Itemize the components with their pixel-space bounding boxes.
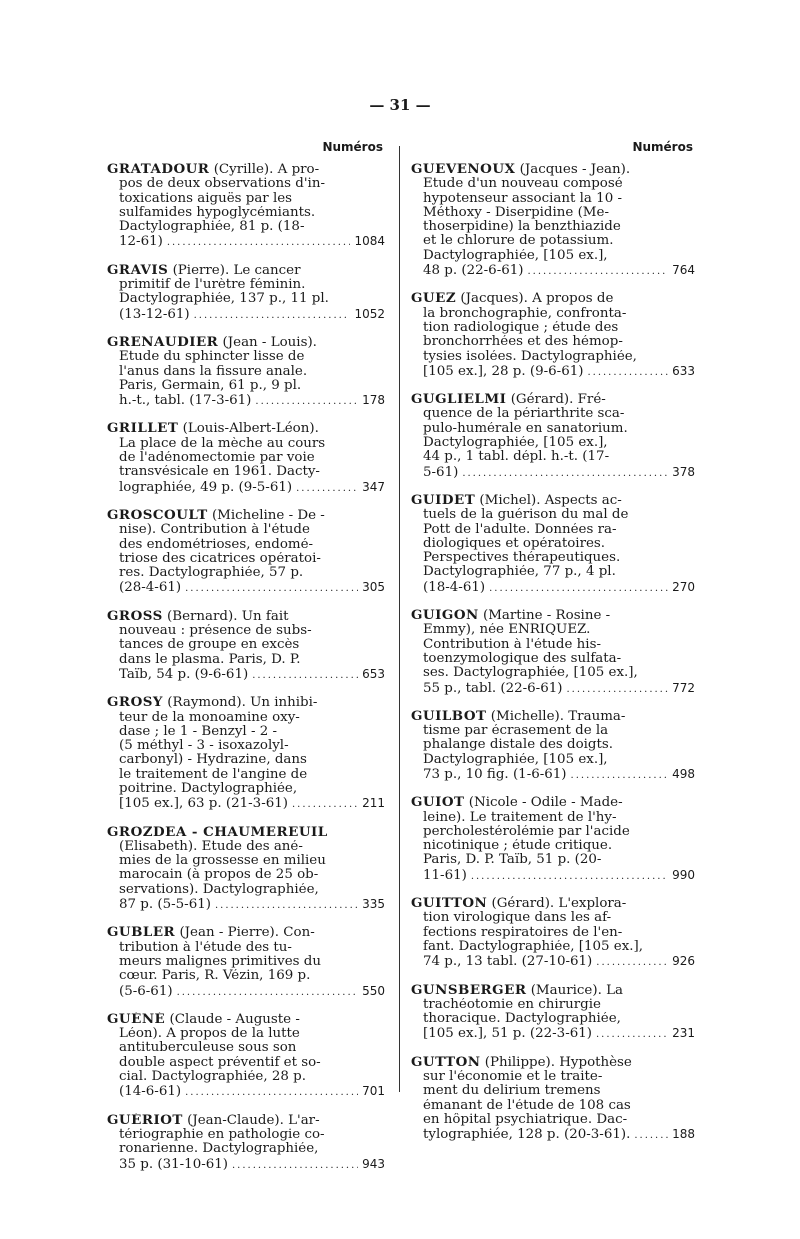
bibliography-entry: [411, 608, 695, 697]
entry-line: fant. Dactylographiée, [105 ex.],: [423, 939, 644, 954]
entry-heading: [411, 392, 695, 407]
entry-number: 270: [672, 579, 695, 594]
entry-line: Dactylographiée, 77 p., 4 pl.: [423, 565, 616, 580]
dot-leader: [194, 309, 351, 323]
bibliography-entry: [411, 493, 695, 596]
entry-line: tysies isolées. Dactylographiée,: [423, 349, 637, 364]
entry-heading: [411, 795, 695, 810]
entry-line: marocain (à propos de 25 ob-: [119, 868, 319, 883]
entry-line: h.-t., tabl. (17-3-61): [119, 393, 252, 409]
entry-line: 55 p., tabl. (22-6-61): [423, 680, 563, 696]
entry-text: (Jean - Pierre). Con-: [175, 925, 315, 941]
entry-line: Dactylographiée, 81 p. (18-: [119, 220, 305, 235]
bibliography-entry: [107, 695, 385, 812]
column-header: Numéros: [322, 140, 383, 154]
left-column: [107, 140, 385, 1185]
entry-line: tion radiologique ; étude des: [423, 320, 619, 335]
entry-text: (Martine - Rosine -: [478, 608, 611, 624]
entry-heading: [107, 263, 385, 278]
entry-line: (28-4-61): [119, 580, 182, 596]
entry-line: La place de la mèche au cours: [119, 436, 326, 451]
entry-line: tériographie en pathologie co-: [119, 1127, 325, 1142]
entry-heading: [411, 896, 695, 911]
entry-final-line: [411, 868, 695, 884]
entry-line: antituberculeuse sous son: [119, 1041, 297, 1056]
entry-line: Dactylographiée, [105 ex.],: [423, 248, 608, 263]
entry-line: (5 méthyl - 3 - isoxazolyl-: [119, 739, 289, 754]
entry-final-line: [411, 767, 695, 783]
entry-final-line: [107, 667, 385, 683]
entry-line: double aspect préventif et so-: [119, 1055, 321, 1070]
entry-line: 35 p. (31-10-61): [119, 1156, 228, 1172]
entry-line: tisme par écrasement de la: [423, 724, 609, 739]
entry-text: (Jean-Claude). L'ar-: [182, 1112, 320, 1128]
entry-line: mies de la grossesse en milieu: [119, 854, 326, 869]
entry-line: poitrine. Dactylographiée,: [119, 781, 298, 796]
dot-leader: [462, 467, 668, 481]
dot-leader: [587, 366, 668, 380]
entry-line: tribution à l'étude des tu-: [119, 940, 292, 955]
entry-final-line: [107, 897, 385, 913]
entry-number: 701: [362, 1084, 385, 1099]
column-divider: [399, 146, 400, 1092]
entry-line: Etude du sphincter lisse de: [119, 350, 305, 365]
dot-leader: [527, 265, 668, 279]
entry-line: (5-6-61): [119, 983, 173, 999]
entry-line: dase ; le 1 - Benzyl - 2 -: [119, 724, 278, 739]
entry-line: thoracique. Dactylographiée,: [423, 1012, 621, 1027]
entry-number: 772: [672, 680, 695, 695]
entry-line: cial. Dactylographiée, 28 p.: [119, 1070, 306, 1085]
entry-list: [107, 162, 385, 1173]
entry-line: servations). Dactylographiée,: [119, 882, 319, 897]
entry-heading: [107, 1113, 385, 1128]
author-surname: GUGLIELMI: [411, 392, 507, 408]
entry-line: leine). Le traitement de l'hy-: [423, 810, 617, 825]
bibliography-entry: [107, 162, 385, 251]
entry-heading: [107, 335, 385, 350]
entry-heading: [107, 825, 385, 840]
dot-leader: [177, 986, 359, 1000]
bibliography-entry: [107, 1113, 385, 1173]
entry-final-line: [107, 580, 385, 596]
entry-number: 347: [362, 479, 385, 494]
author-surname: GROSCOULT: [107, 507, 208, 523]
entry-final-line: [107, 796, 385, 812]
author-surname: GRAVIS: [107, 262, 169, 278]
entry-number: 943: [362, 1156, 385, 1171]
entry-heading: [411, 1055, 695, 1070]
entry-line: nise). Contribution à l'étude: [119, 523, 310, 538]
entry-line: 87 p. (5-5-61): [119, 897, 211, 913]
entry-line: Emmy), née ENRIQUEZ.: [423, 623, 591, 638]
entry-final-line: [107, 234, 385, 250]
entry-line: Paris, D. P. Taïb, 51 p. (20-: [423, 853, 602, 868]
entry-line: nicotinique ; étude critique.: [423, 839, 613, 854]
author-surname: GUTTON: [411, 1054, 481, 1070]
entry-line: 74 p., 13 tabl. (27-10-61): [423, 954, 593, 970]
entry-line: en hôpital psychiatrique. Dac-: [423, 1112, 628, 1127]
entry-line: Pott de l'adulte. Données ra-: [423, 522, 617, 537]
entry-heading: [107, 421, 385, 436]
entry-line: toenzymologique des sulfata-: [423, 651, 622, 666]
entry-heading: [107, 162, 385, 177]
entry-line: Contribution à l'étude his-: [423, 637, 601, 652]
entry-text: (Maurice). La: [526, 982, 623, 998]
entry-line: Méthoxy - Diserpidine (Me-: [423, 205, 609, 220]
entry-final-line: [107, 307, 385, 323]
bibliography-entry: [107, 263, 385, 323]
bibliography-entry: [411, 983, 695, 1043]
bibliography-entry: [107, 825, 385, 914]
entry-line: (13-12-61): [119, 306, 190, 322]
entry-line: sur l'économie et le traite-: [423, 1070, 603, 1085]
bibliography-entry: [107, 335, 385, 409]
entry-number: 990: [672, 867, 695, 882]
entry-number: 633: [672, 363, 695, 378]
entry-line: [105 ex.], 28 p. (9-6-61): [423, 363, 584, 379]
entry-line: (Elisabeth). Etude des ané-: [119, 839, 303, 854]
bibliography-entry: [411, 795, 695, 884]
entry-text: (Jacques). A propos de: [456, 291, 614, 307]
entry-text: (Jacques - Jean).: [515, 162, 631, 177]
dot-leader: [489, 582, 668, 596]
dot-leader: [252, 669, 358, 683]
entry-final-line: [411, 364, 695, 380]
entry-line: bronchorrhées et des hémop-: [423, 335, 623, 350]
dot-leader: [634, 1129, 668, 1143]
entry-number: 305: [362, 580, 385, 595]
author-surname: GUEZ: [411, 291, 457, 307]
entry-line: [105 ex.], 51 p. (22-3-61): [423, 1026, 592, 1042]
entry-final-line: [411, 1127, 695, 1143]
entry-number: 211: [362, 796, 385, 811]
entry-line: 44 p., 1 tabl. dépl. h.-t. (17-: [423, 450, 610, 465]
entry-line: transvésicale en 1961. Dacty-: [119, 465, 320, 480]
dot-leader: [471, 870, 668, 884]
bibliography-entry: [411, 709, 695, 783]
entry-heading: [107, 1012, 385, 1027]
entry-final-line: [107, 480, 385, 496]
entry-line: tylographiée, 128 p. (20-3-61).: [423, 1127, 631, 1143]
bibliography-entry: [107, 508, 385, 597]
entry-number: 550: [362, 983, 385, 998]
entry-text: (Nicole - Odile - Made-: [464, 795, 623, 811]
entry-final-line: [411, 580, 695, 596]
entry-line: trachéotomie en chirurgie: [423, 997, 601, 1012]
entry-line: Perspectives thérapeutiques.: [423, 551, 621, 566]
entry-number: 926: [672, 954, 695, 969]
entry-line: res. Dactylographiée, 57 p.: [119, 566, 304, 581]
entry-line: fections respiratoires de l'en-: [423, 925, 623, 940]
entry-line: 5-61): [423, 464, 459, 480]
entry-text: (Gérard). Fré-: [506, 392, 606, 408]
bibliography-entry: [107, 1012, 385, 1101]
dot-leader: [296, 482, 358, 496]
entry-line: Dactylographiée, [105 ex.],: [423, 752, 608, 767]
entry-final-line: [411, 681, 695, 697]
entry-text: (Michelle). Trauma-: [486, 708, 626, 724]
author-surname: GUEVENOUX: [411, 162, 516, 177]
entry-number: 231: [672, 1026, 695, 1041]
dot-leader: [232, 1159, 358, 1173]
entry-text: (Cyrille). A pro-: [209, 162, 320, 177]
entry-line: Dactylographiée, [105 ex.],: [423, 436, 608, 451]
entry-heading: [411, 162, 695, 177]
entry-text: (Raymond). Un inhibi-: [162, 695, 318, 711]
author-surname: GUILBOT: [411, 708, 487, 724]
bibliography-entry: [411, 896, 695, 970]
entry-line: tuels de la guérison du mal de: [423, 508, 629, 523]
entry-line: primitif de l'urètre féminin.: [119, 278, 306, 293]
dot-leader: [596, 1028, 668, 1042]
entry-line: teur de la monoamine oxy-: [119, 710, 300, 725]
author-surname: GROSS: [107, 608, 163, 624]
entry-final-line: [411, 954, 695, 970]
entry-heading: [411, 709, 695, 724]
entry-final-line: [107, 984, 385, 1000]
bibliography-entry: [107, 925, 385, 999]
author-surname: GUÉRIOT: [107, 1112, 183, 1128]
entry-line: tion virologique dans les af-: [423, 911, 612, 926]
author-surname: GUIOT: [411, 795, 465, 811]
entry-line: Taïb, 54 p. (9-6-61): [119, 666, 249, 682]
entry-line: lographiée, 49 p. (9-5-61): [119, 479, 293, 495]
entry-line: 12-61): [119, 234, 163, 250]
entry-heading: [107, 695, 385, 710]
dot-leader: [596, 956, 668, 970]
entry-text: (Micheline - De -: [207, 507, 325, 523]
entry-final-line: [411, 263, 695, 279]
bibliography-entry: [107, 421, 385, 495]
dot-leader: [215, 899, 358, 913]
entry-text: (Gérard). L'explora-: [487, 896, 627, 912]
entry-number: 1084: [354, 234, 385, 249]
entry-line: diologiques et opératoires.: [423, 536, 606, 551]
entry-line: Dactylographiée, 137 p., 11 pl.: [119, 292, 329, 307]
dot-leader: [292, 798, 358, 812]
entry-final-line: [411, 465, 695, 481]
entry-heading: [107, 609, 385, 624]
author-surname: GUIDET: [411, 492, 476, 508]
author-surname: GUIGON: [411, 608, 479, 624]
entry-line: nouveau : présence de subs-: [119, 624, 312, 639]
entry-text: (Louis-Albert-Léon).: [178, 421, 319, 437]
entry-number: 1052: [354, 306, 385, 321]
entry-heading: [411, 983, 695, 998]
entry-line: pos de deux observations d'in-: [119, 177, 325, 192]
entry-number: 378: [672, 464, 695, 479]
dot-leader: [566, 683, 668, 697]
entry-line: ment du delirium tremens: [423, 1084, 601, 1099]
entry-number: 653: [362, 666, 385, 681]
bibliography-entry: [411, 162, 695, 279]
entry-line: hypotenseur associant la 10 -: [423, 191, 622, 206]
entry-text: (Claude - Auguste -: [165, 1011, 300, 1027]
entry-line: le traitement de l'angine de: [119, 767, 308, 782]
entry-line: ses. Dactylographiée, [105 ex.],: [423, 666, 638, 681]
entry-line: 11-61): [423, 867, 467, 883]
dot-leader: [255, 395, 358, 409]
entry-heading: [411, 291, 695, 306]
entry-number: 188: [672, 1127, 695, 1142]
bibliography-entry: [411, 291, 695, 380]
entry-final-line: [107, 393, 385, 409]
entry-line: phalange distale des doigts.: [423, 738, 613, 753]
entry-line: Etude d'un nouveau composé: [423, 177, 623, 192]
entry-line: de l'adénomectomie par voie: [119, 451, 315, 466]
author-surname: GUITTON: [411, 896, 488, 912]
author-surname: GROZDEA - CHAUMEREUIL: [107, 824, 328, 840]
entry-line: toxications aiguës par les: [119, 191, 293, 206]
entry-line: la bronchographie, confronta-: [423, 306, 627, 321]
entry-line: des endométrioses, endomé-: [119, 537, 314, 552]
entry-heading: [411, 608, 695, 623]
entry-text: (Bernard). Un fait: [162, 608, 289, 624]
entry-final-line: [107, 1084, 385, 1100]
entry-number: 498: [672, 766, 695, 781]
author-surname: GRATADOUR: [107, 162, 210, 177]
entry-line: (14-6-61): [119, 1084, 182, 1100]
entry-line: 73 p., 10 fig. (1-6-61): [423, 766, 567, 782]
author-surname: GUÉNÉ: [107, 1011, 166, 1027]
entry-final-line: [411, 1026, 695, 1042]
author-surname: GUNSBERGER: [411, 982, 527, 998]
right-column: [411, 140, 695, 1156]
entry-line: émanant de l'étude de 108 cas: [423, 1098, 631, 1113]
entry-line: (18-4-61): [423, 579, 486, 595]
entry-line: dans le plasma. Paris, D. P.: [119, 652, 301, 667]
entry-line: triose des cicatrices opératoi-: [119, 551, 321, 566]
dot-leader: [571, 769, 669, 783]
dot-leader: [185, 582, 358, 596]
entry-line: pulo-humérale en sanatorium.: [423, 421, 628, 436]
entry-line: Léon). A propos de la lutte: [119, 1027, 300, 1042]
entry-text: (Michel). Aspects ac-: [475, 492, 622, 508]
entry-line: 48 p. (22-6-61): [423, 263, 524, 279]
entry-number: 335: [362, 897, 385, 912]
entry-line: cœur. Paris, R. Vézin, 169 p.: [119, 969, 311, 984]
author-surname: GUBLER: [107, 925, 176, 941]
entry-line: percholestérolémie par l'acide: [423, 824, 630, 839]
entry-line: sulfamides hypoglycémiants.: [119, 205, 316, 220]
author-surname: GROSY: [107, 695, 163, 711]
page-number: — 31 —: [369, 96, 431, 114]
entry-line: tances de groupe en excès: [119, 638, 300, 653]
author-surname: GRILLET: [107, 421, 179, 437]
entry-number: 178: [362, 393, 385, 408]
entry-line: carbonyl) - Hydrazine, dans: [119, 753, 307, 768]
entry-text: (Pierre). Le cancer: [168, 262, 301, 278]
entry-heading: [107, 925, 385, 940]
entry-line: et le chlorure de potassium.: [423, 234, 614, 249]
entry-line: thoserpidine) la benzthiazide: [423, 220, 621, 235]
bibliography-entry: [411, 1055, 695, 1144]
entry-list: [411, 162, 695, 1144]
entry-number: 764: [672, 263, 695, 278]
bibliography-entry: [411, 392, 695, 481]
bibliography-entry: [107, 609, 385, 683]
entry-line: ronarienne. Dactylographiée,: [119, 1142, 319, 1157]
dot-leader: [167, 236, 351, 250]
column-header: Numéros: [632, 140, 693, 154]
entry-line: [105 ex.], 63 p. (21-3-61): [119, 796, 288, 812]
entry-text: (Jean - Louis).: [218, 334, 317, 350]
entry-text: (Philippe). Hypothèse: [480, 1054, 632, 1070]
entry-line: quence de la périarthrite sca-: [423, 407, 625, 422]
entry-heading: [107, 508, 385, 523]
entry-line: l'anus dans la fissure anale.: [119, 364, 308, 379]
dot-leader: [185, 1086, 358, 1100]
entry-line: meurs malignes primitives du: [119, 954, 321, 969]
author-surname: GRENAUDIER: [107, 334, 219, 350]
entry-line: Paris, Germain, 61 p., 9 pl.: [119, 378, 302, 393]
entry-heading: [411, 493, 695, 508]
entry-final-line: [107, 1157, 385, 1173]
